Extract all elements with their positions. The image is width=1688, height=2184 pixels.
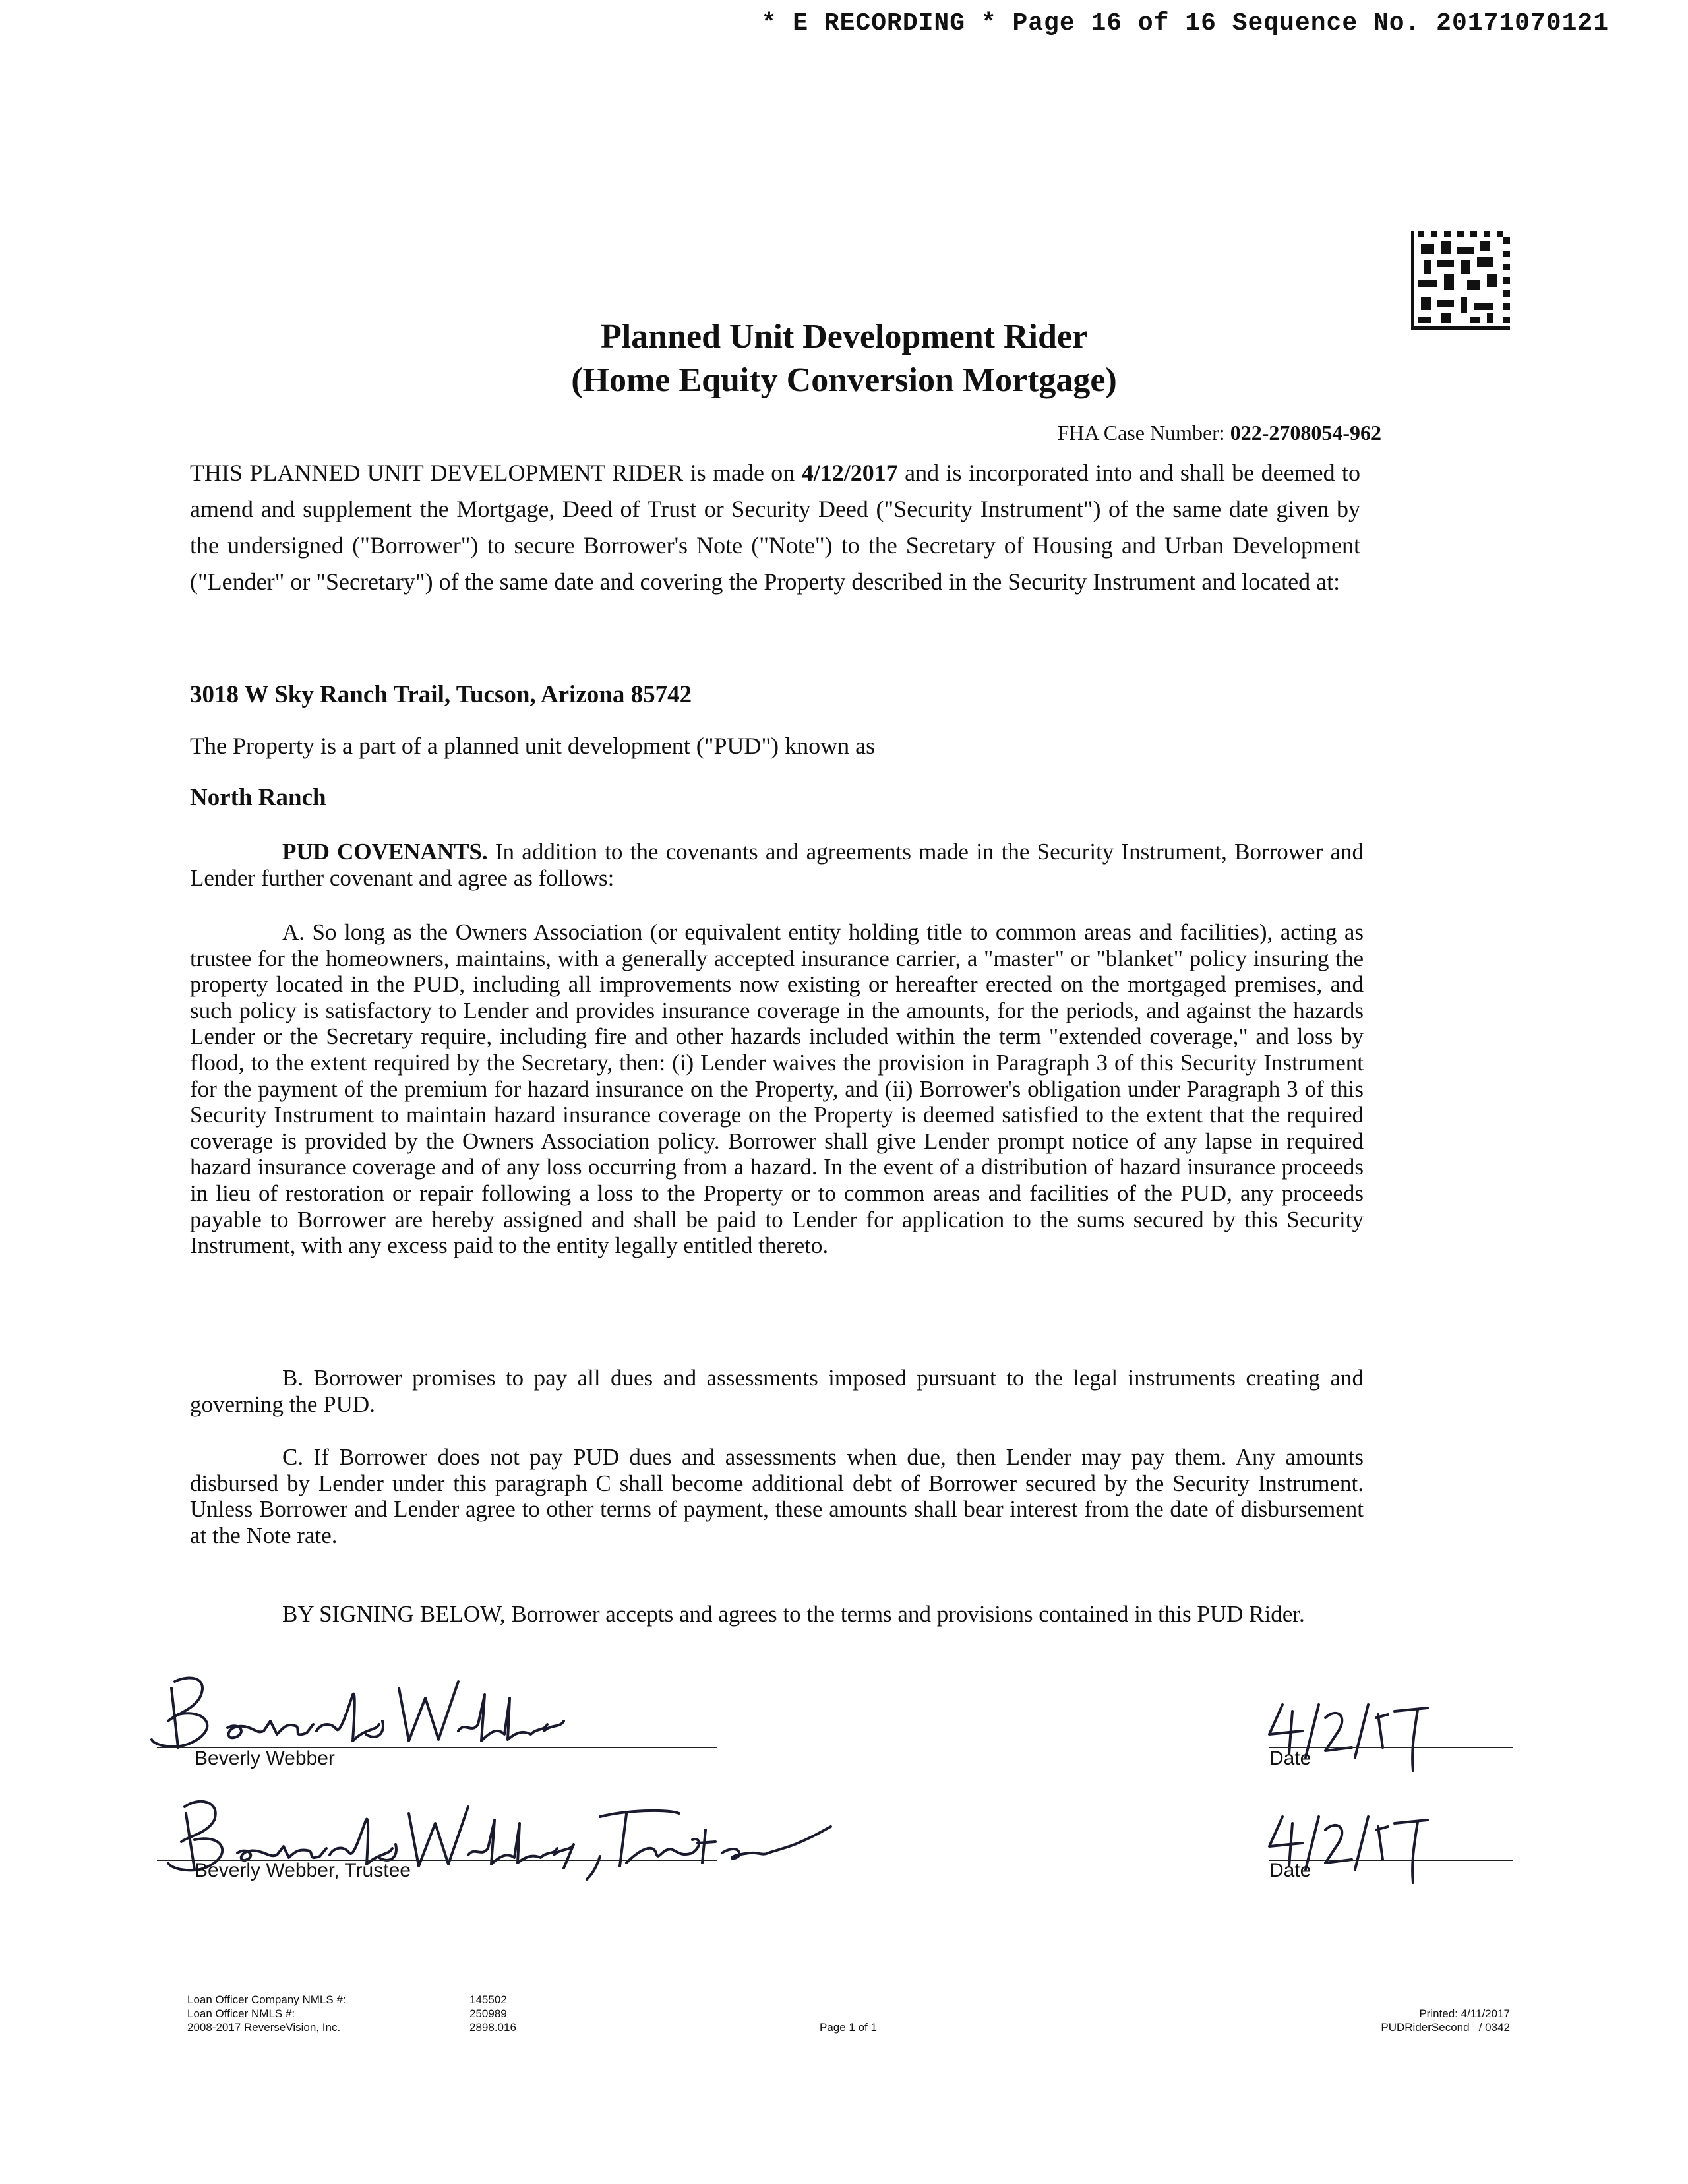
document-title [0, 315, 1688, 402]
paragraph-c [190, 1444, 1364, 1548]
title-line-1: Planned Unit Development Rider [600, 318, 1088, 355]
footer-left-values [469, 1993, 516, 2034]
signer-name-1: Beverly Webber [195, 1747, 335, 1769]
date-label-2: Date [1269, 1860, 1311, 1881]
paragraph-b [190, 1365, 1364, 1417]
paragraph-a-text: A. So long as the Owners Association (or equivalent entity holding title to common areas and facilities), acting as trustee for the homeowners, maintains, with a generally accepted insurance carrier, a "master" or "blanket" policy insuring the property located in the PUD, including all improvements now existing or hereafter erected on the mortgaged premises, and such policy is satisfactory to Lender and provides insurance coverage in the amounts, for the periods, and against the hazards Lender or the Secretary require, including fire and other hazards included within the term "extended coverage," and loss by flood, to the extent required by the Secretary, then: (i) Lender waives the provision in Paragraph 3 of this Security Instrument for the payment of the premium for hazard insurance on the Property, and (ii) Borrower's obligation under Paragraph 3 of this Security Instrument to maintain hazard insurance coverage on the Property is deemed satisfied to the extent that the required coverage is provided by the Owners Association policy. Borrower shall give Lender prompt notice of any lapse in required hazard insurance coverage and of any loss occurring from a hazard. In the event of a distribution of hazard insurance proceeds in lieu of restoration or repair following a loss to the Property or to common areas and facilities of the PUD, any proceeds payable to Borrower are hereby assigned and shall be paid to Lender for application to the sums secured by this Security Instrument, with any excess paid to the entity legally entitled thereto. [190, 919, 1364, 1259]
intro-paragraph [190, 455, 1360, 600]
pud-intro: The Property is a part of a planned unit development ("PUD") known as [190, 733, 876, 759]
fha-case-number [1057, 421, 1381, 445]
page-number: Page 1 of 1 [820, 2021, 877, 2034]
property-address: 3018 W Sky Ranch Trail, Tucson, Arizona 85742 [190, 681, 692, 708]
signing-statement-text: BY SIGNING BELOW, Borrower accepts and agrees to the terms and provisions contained in this PUD Rider. [282, 1601, 1305, 1627]
paragraph-c-text: C. If Borrower does not pay PUD dues and assessments when due, then Lender may pay them. Any amounts disbursed by Lender under this paragraph C shall become additional debt of Borrower secured by the Security Instrument. Unless Borrower and Lender agree to other terms of payment, these amounts shall bear interest from the date of disbursement at the Note rate. [190, 1444, 1364, 1548]
doc-code: 2898.016 [469, 2021, 516, 2034]
rider-date: 4/12/2017 [801, 460, 898, 486]
copyright-notice: 2008-2017 ReverseVision, Inc. [187, 2021, 341, 2034]
officer-nmls-value: 250989 [469, 2007, 507, 2020]
footer-right [1381, 2007, 1510, 2034]
signer-name-2: Beverly Webber, Trustee [195, 1860, 411, 1881]
fha-number: 022-2708054-962 [1230, 421, 1381, 444]
handwritten-signature-1 [148, 1668, 570, 1754]
footer-left-labels [187, 1993, 346, 2034]
paragraph-a [190, 919, 1364, 1259]
form-id: PUDRiderSecond / 0342 [1381, 2021, 1510, 2034]
signing-statement [190, 1601, 1364, 1627]
intro-text-end: and is incorporated into and shall be deemed to amend and supplement the Mortgage, Deed of Trust or Security Deed ("Security Instrument") of the same date given by the undersigned ("Borrower") to secure Borrower's Note ("Note") to the Secretary of Housing and Urban Development ("Lender" or "Secretary") of the same date and covering the Property described in the Security Instrument and located at: [190, 460, 1360, 595]
officer-nmls-label: Loan Officer NMLS #: [187, 2007, 295, 2020]
intro-text-start: THIS PLANNED UNIT DEVELOPMENT RIDER is made on [190, 460, 802, 486]
company-nmls-value: 145502 [469, 1993, 507, 2006]
covenants-paragraph [190, 839, 1364, 891]
date-label-1: Date [1269, 1747, 1311, 1769]
covenants-heading: PUD COVENANTS. [282, 839, 488, 864]
printed-date: Printed: 4/11/2017 [1419, 2007, 1510, 2020]
company-nmls-label: Loan Officer Company NMLS #: [187, 1993, 346, 2006]
recording-header: * E RECORDING * Page 16 of 16 Sequence No. 20171070121 [761, 9, 1609, 38]
pud-name: North Ranch [190, 784, 326, 811]
covenants-text: In addition to the covenants and agreements made in the Security Instrument, Borrower and Lender further covenant and agree as follows: [190, 839, 1364, 891]
fha-label: FHA Case Number: [1057, 421, 1225, 444]
paragraph-b-text: B. Borrower promises to pay all dues and assessments imposed pursuant to the legal instruments creating and governing the PUD. [190, 1365, 1364, 1417]
title-line-2: (Home Equity Conversion Mortgage) [571, 361, 1117, 399]
